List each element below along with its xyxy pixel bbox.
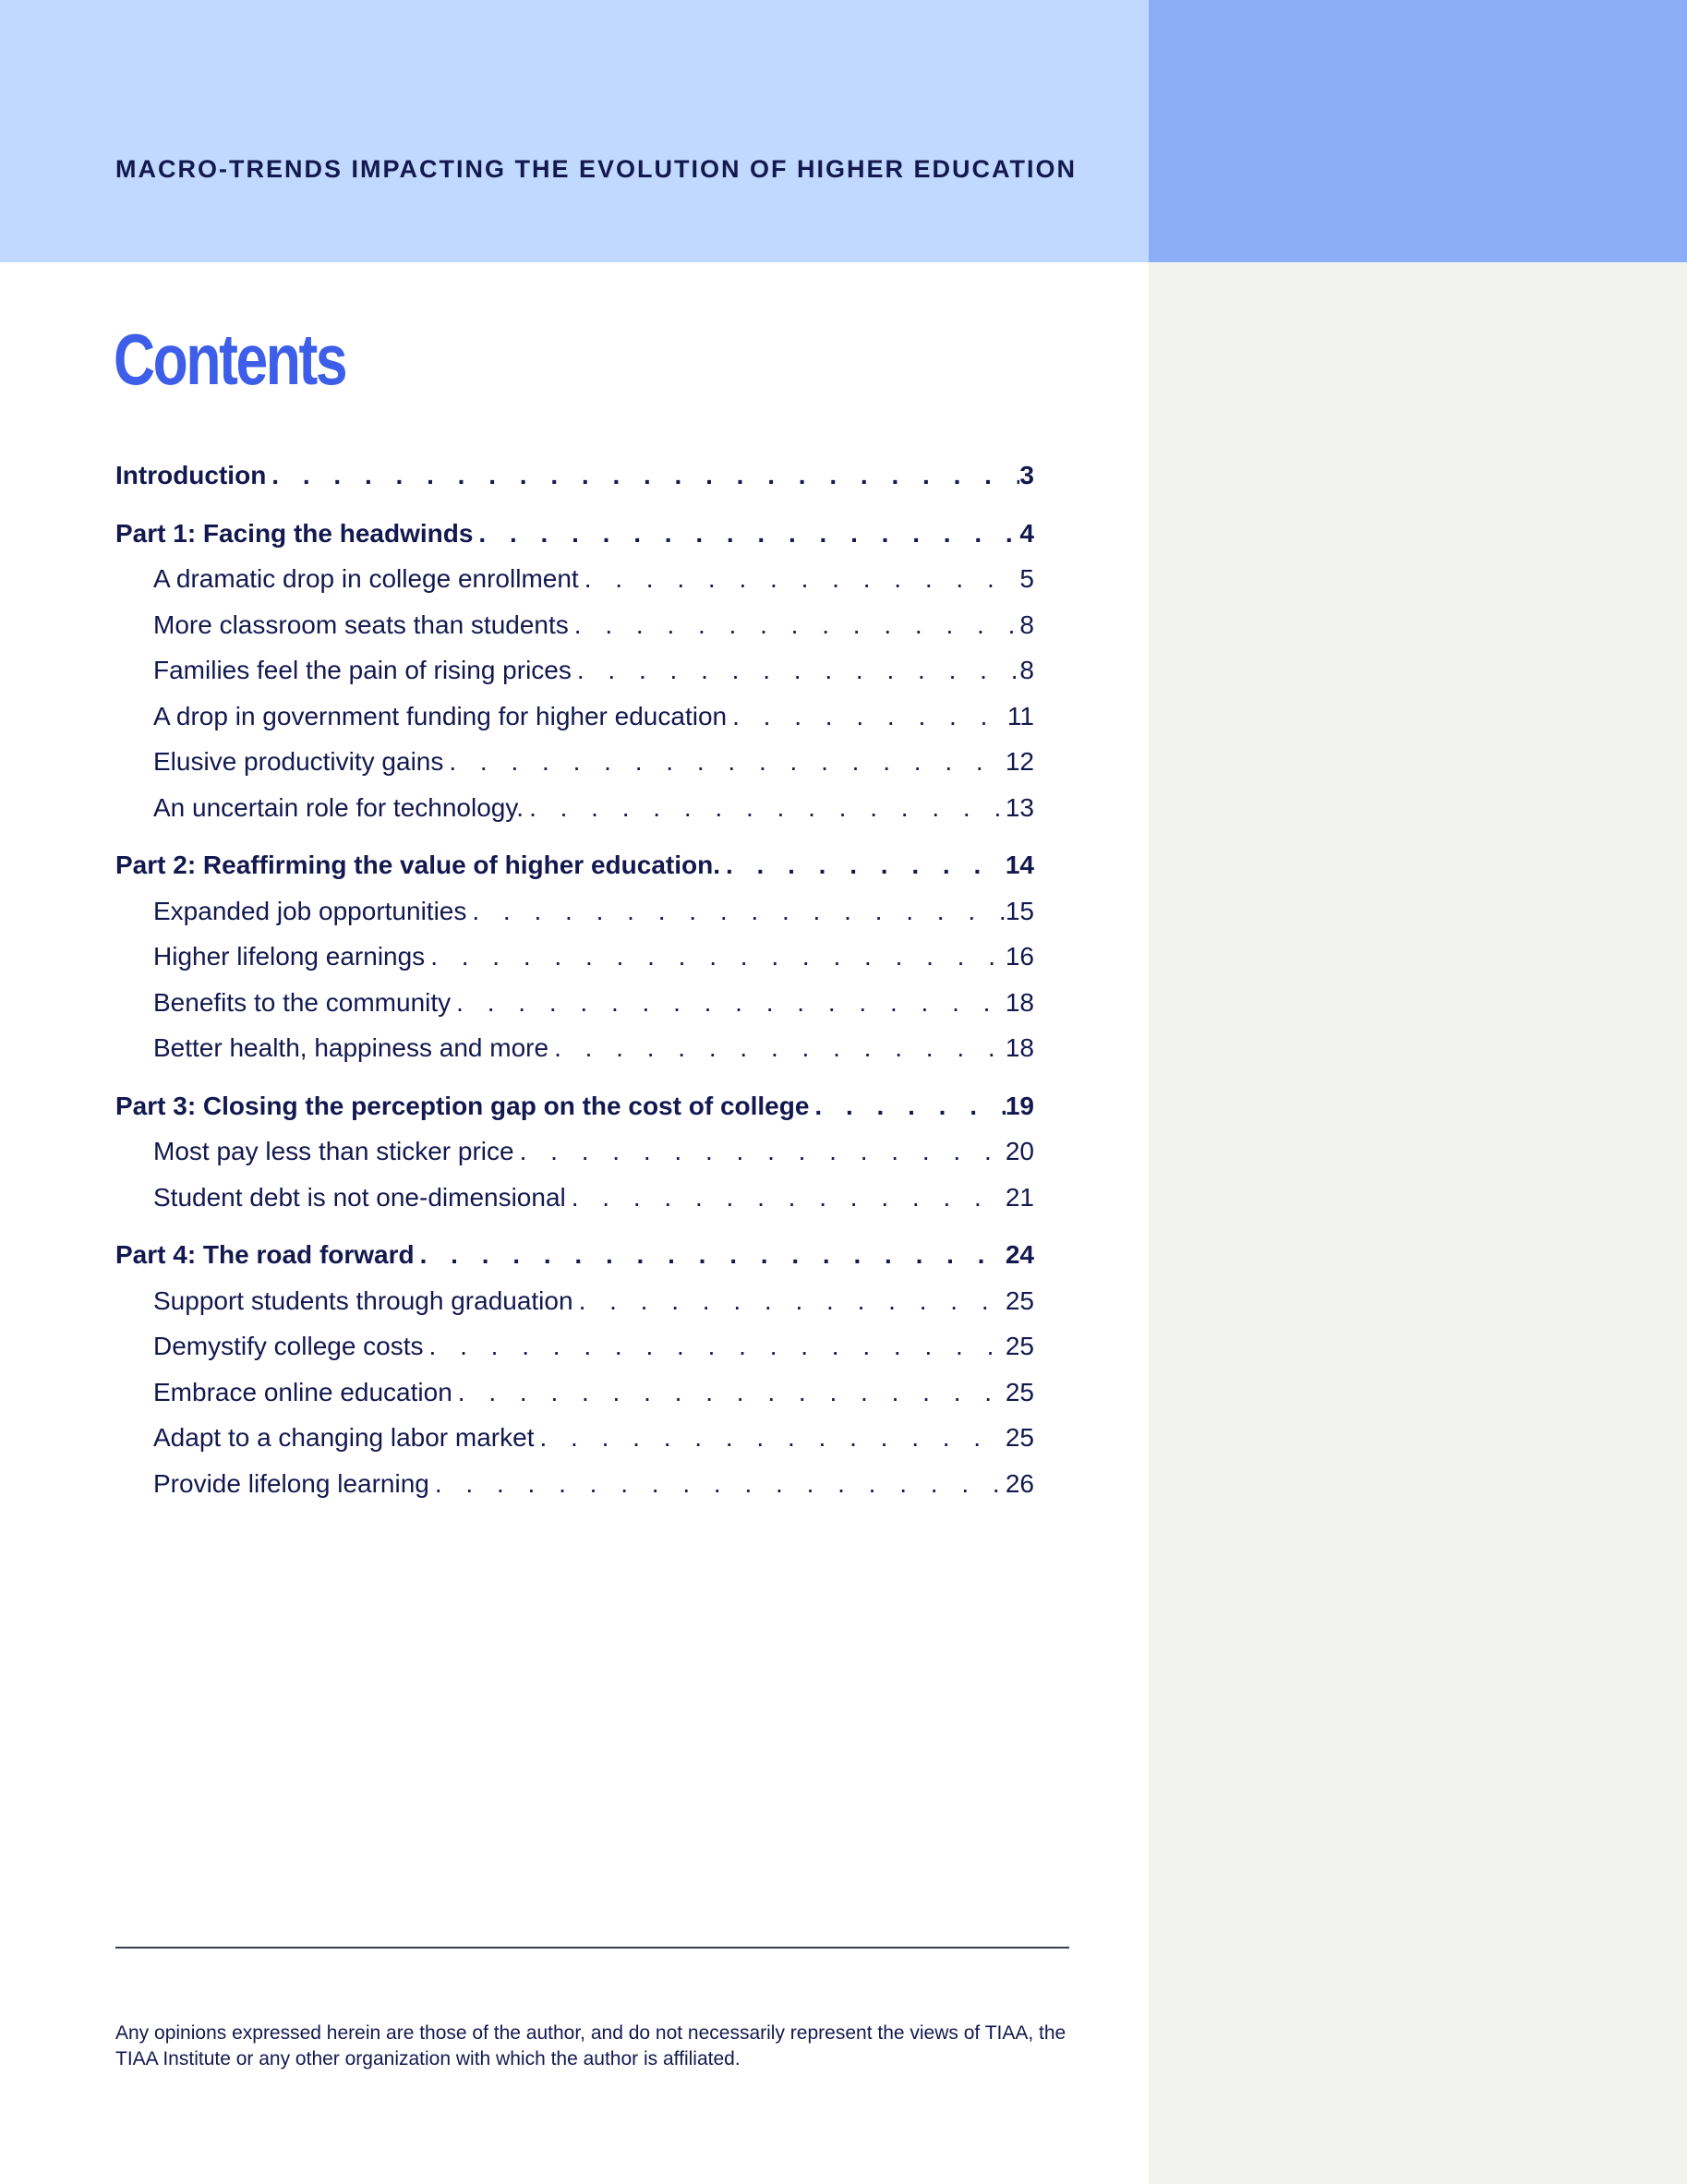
toc-dot-leader — [472, 888, 1005, 935]
toc-dot-leader — [554, 1025, 1006, 1071]
toc-subsection-entry[interactable] — [115, 934, 1034, 980]
toc-page-number: 25 — [1005, 1377, 1034, 1406]
toc-page-number: 15 — [1005, 896, 1034, 925]
toc-entry-title: Most pay less than sticker price — [153, 1137, 514, 1165]
toc-page-number: 25 — [1005, 1285, 1034, 1315]
disclaimer-text: Any opinions expressed herein are those of the author, and do not necessarily represent the views of TIAA, the TIAA Institute or any other organization with which the author is affiliated. — [115, 2022, 1066, 2069]
toc-section-entry[interactable] — [115, 1232, 1034, 1278]
toc-entry-title: Expanded job opportunities — [153, 896, 467, 925]
toc-section-entry[interactable] — [115, 1083, 1034, 1129]
toc-page-number: 24 — [1005, 1240, 1034, 1269]
toc-entry-title: A drop in government funding for higher education — [153, 701, 728, 730]
header-band — [0, 0, 1149, 262]
header-accent-block — [1149, 0, 1687, 262]
toc-entry-title: Elusive productivity gains — [153, 747, 444, 776]
toc-subsection-entry[interactable] — [115, 556, 1034, 602]
toc-dot-leader — [420, 1232, 1006, 1278]
toc-subsection-entry[interactable] — [115, 1370, 1034, 1416]
toc-subsection-entry[interactable] — [115, 1323, 1034, 1370]
toc-entry-title: Demystify college costs — [153, 1332, 424, 1360]
toc-dot-leader — [584, 556, 1019, 602]
toc-dot-leader — [271, 452, 1019, 499]
toc-subsection-entry[interactable] — [115, 1278, 1034, 1324]
toc-subsection-entry[interactable] — [115, 785, 1034, 831]
toc-entry-title: Higher lifelong earnings — [153, 942, 426, 971]
toc-entry-title: Part 3: Closing the perception gap on the cost of college — [115, 1091, 810, 1120]
toc-entry-title: An uncertain role for technology. — [153, 792, 524, 822]
toc-entry-title: Student debt is not one-dimensional — [153, 1182, 566, 1212]
toc-entry-title: Support students through graduation — [153, 1285, 573, 1315]
toc-subsection-entry[interactable] — [115, 694, 1034, 740]
table-of-contents — [115, 452, 1034, 1506]
toc-subsection-entry[interactable] — [115, 647, 1034, 694]
toc-subsection-entry[interactable] — [115, 739, 1034, 785]
toc-dot-leader — [458, 1370, 1006, 1416]
toc-page-number: 12 — [1005, 747, 1034, 776]
toc-subsection-entry[interactable] — [115, 1025, 1034, 1071]
toc-entry-title: Better health, happiness and more — [153, 1033, 549, 1062]
toc-section-entry[interactable] — [115, 842, 1034, 888]
toc-dot-leader — [572, 1175, 1006, 1221]
toc-dot-leader — [435, 1461, 1006, 1507]
footer-divider — [115, 1947, 1069, 1949]
toc-entry-title: A dramatic drop in college enrollment — [153, 564, 579, 593]
toc-page-number: 4 — [1019, 518, 1034, 548]
toc-dot-leader — [732, 694, 1007, 740]
toc-dot-leader — [574, 602, 1019, 648]
toc-entry-title: More classroom seats than students — [153, 609, 569, 639]
toc-entry-title: Provide lifelong learning — [153, 1468, 429, 1498]
toc-page-number: 19 — [1005, 1091, 1034, 1120]
toc-subsection-entry[interactable] — [115, 1128, 1034, 1175]
toc-dot-leader — [577, 647, 1019, 694]
toc-dot-leader — [520, 1128, 1006, 1175]
toc-page-number: 14 — [1005, 851, 1034, 879]
toc-page-number: 25 — [1005, 1423, 1034, 1452]
toc-section-entry[interactable] — [115, 511, 1034, 557]
toc-section-entry[interactable] — [115, 452, 1034, 499]
toc-page-number: 16 — [1005, 942, 1034, 971]
toc-dot-leader — [539, 1415, 1005, 1461]
side-panel — [1149, 262, 1687, 2184]
toc-page-number: 11 — [1006, 701, 1034, 730]
toc-dot-leader — [814, 1083, 1005, 1129]
toc-subsection-entry[interactable] — [115, 1415, 1034, 1461]
toc-entry-title: Part 4: The road forward — [115, 1240, 415, 1269]
toc-entry-title: Families feel the pain of rising prices — [153, 656, 572, 684]
toc-page-number: 21 — [1005, 1182, 1034, 1212]
toc-entry-title: Introduction — [115, 461, 267, 489]
toc-page-number: 5 — [1019, 564, 1034, 593]
toc-page-number: 18 — [1005, 987, 1034, 1017]
toc-subsection-entry[interactable] — [115, 888, 1034, 935]
toc-page-number: 3 — [1019, 461, 1034, 489]
toc-dot-leader — [726, 842, 1006, 888]
toc-subsection-entry[interactable] — [115, 1461, 1034, 1507]
toc-entry-title: Embrace online education — [153, 1377, 452, 1406]
toc-dot-leader — [429, 1323, 1006, 1370]
toc-entry-title: Part 1: Facing the headwinds — [115, 518, 474, 548]
toc-subsection-entry[interactable] — [115, 1175, 1034, 1221]
toc-entry-title: Adapt to a changing labor market — [153, 1423, 535, 1452]
report-title: MACRO-TRENDS IMPACTING THE EVOLUTION OF HIGHER EDUCATION — [115, 155, 1077, 183]
toc-dot-leader — [478, 511, 1019, 557]
contents-heading: Contents — [114, 319, 346, 400]
toc-page-number: 20 — [1005, 1137, 1034, 1165]
toc-page-number: 25 — [1005, 1332, 1034, 1360]
toc-page-number: 13 — [1005, 792, 1034, 822]
toc-subsection-entry[interactable] — [115, 602, 1034, 648]
toc-dot-leader — [456, 980, 1006, 1026]
toc-dot-leader — [430, 934, 1006, 980]
toc-page-number: 8 — [1019, 656, 1034, 684]
toc-dot-leader — [579, 1278, 1006, 1324]
toc-entry-title: Part 2: Reaffirming the value of higher education. — [115, 851, 720, 879]
toc-entry-title: Benefits to the community — [153, 987, 452, 1017]
toc-page-number: 26 — [1005, 1468, 1034, 1498]
toc-page-number: 8 — [1019, 609, 1034, 639]
toc-dot-leader — [449, 739, 1005, 785]
toc-dot-leader — [529, 785, 1006, 831]
toc-subsection-entry[interactable] — [115, 980, 1034, 1026]
toc-page-number: 18 — [1005, 1033, 1034, 1062]
